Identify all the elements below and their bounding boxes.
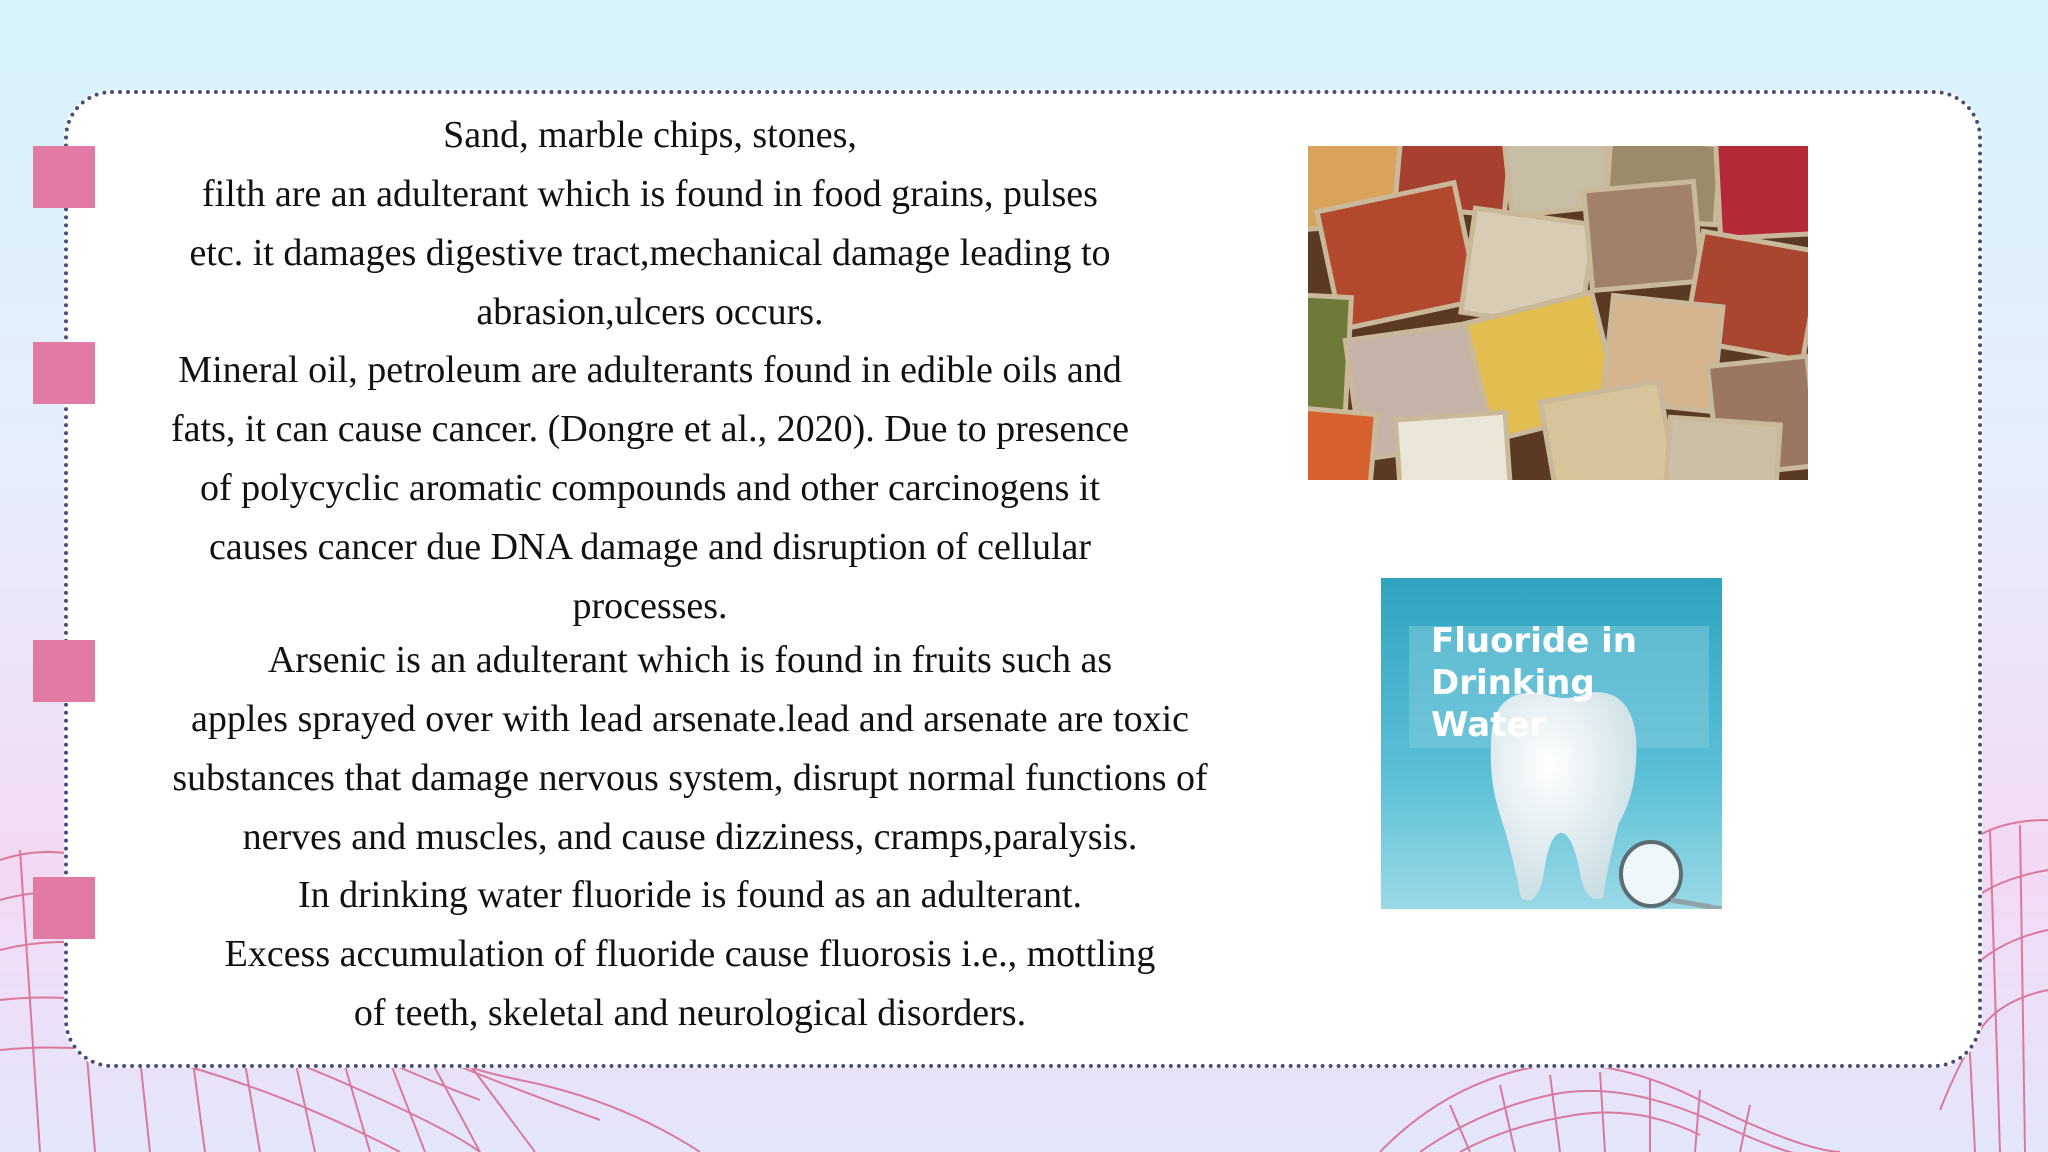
image-title-line: Drinking bbox=[1431, 663, 1595, 703]
text-line: abrasion,ulcers occurs. bbox=[476, 291, 824, 333]
text-line: Mineral oil, petroleum are adulterants found in edible oils and bbox=[178, 349, 1122, 391]
text-line: Sand, marble chips, stones, bbox=[443, 114, 857, 156]
paragraph-arsenic-adulterant bbox=[70, 631, 1310, 867]
text-line: substances that damage nervous system, disrupt normal functions of bbox=[172, 757, 1208, 799]
image-title-line: Water bbox=[1431, 705, 1547, 745]
text-line: Arsenic is an adulterant which is found in fruits such as bbox=[267, 639, 1113, 681]
paragraph-mineral-oil-adulterant bbox=[80, 341, 1220, 636]
text-line: processes. bbox=[572, 585, 728, 627]
fluoride-drinking-water-photo bbox=[1381, 578, 1722, 909]
text-line: In drinking water fluoride is found as an adulterant. bbox=[297, 874, 1083, 916]
text-line: fats, it can cause cancer. (Dongre et al., 2020). Due to presence bbox=[170, 408, 1129, 450]
fluoride-image-title bbox=[1431, 620, 1637, 746]
text-line: nerves and muscles, and cause dizziness, cramps,paralysis. bbox=[242, 816, 1138, 858]
bullet-marker bbox=[33, 877, 95, 939]
image-title-line: Fluoride in bbox=[1431, 621, 1637, 661]
text-line: causes cancer due DNA damage and disruption of cellular bbox=[208, 526, 1092, 568]
text-line: etc. it damages digestive tract,mechanical damage leading to bbox=[189, 232, 1111, 274]
paragraph-sand-adulterant bbox=[80, 106, 1220, 342]
text-line: filth are an adulterant which is found in food grains, pulses bbox=[202, 173, 1098, 215]
grains-photo bbox=[1308, 146, 1808, 480]
text-line: of teeth, skeletal and neurological disorders. bbox=[353, 992, 1027, 1034]
text-line: Excess accumulation of fluoride cause fluorosis i.e., mottling bbox=[224, 933, 1156, 975]
paragraph-fluoride-adulterant bbox=[100, 866, 1280, 1043]
text-line: of polycyclic aromatic compounds and other carcinogens it bbox=[199, 467, 1101, 509]
text-line: apples sprayed over with lead arsenate.lead and arsenate are toxic bbox=[190, 698, 1190, 740]
